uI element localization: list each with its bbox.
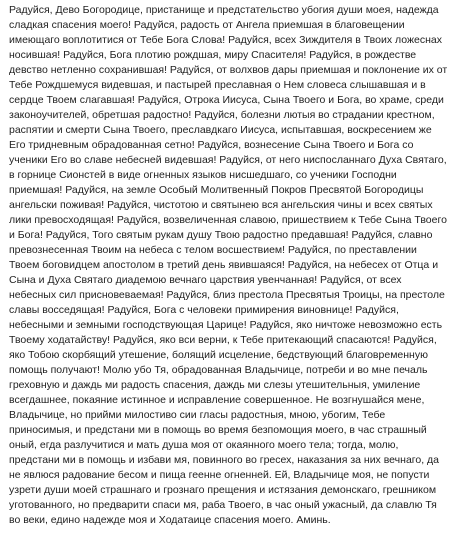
prayer-text: Радуйся, Дево Богородице, пристанище и предстательство убогия души моея, надежда сладкая спасения моего! Радуйся, радость от Ангела приемшая в благовещении имеющаго воплотитися от Тебе Бога Слова! Радуйся, всех Зиждителя в Твоих ложеснах носившая! Радуйся, Бога плотию рождшая, миру Спасителя! Радуйся, в рождестве девство нетленно сохранившая! Радуйся, от волхвов дары приемшая и поклонение их от Тебе Рождшемуся видевшая, и пастырей преславная о Нем словеса слышавшая и в сердце Твоем слагавшая! Радуйся, Отрока Иисуса, Сына Твоего и Бога, во храме, среди законоучителей, обретшая радостно! Радуйся, болезни лютыя во страдании крестном, распятии и смерти Сына Твоего, преславдкаго Иисуса, испытавшая, воскресением же Его тридневным обрадованная сетно! Радуйся, вознесение Сына Твоего и Бога со ученики Его во славе небесней видевшая! Радуйся, от него ниспосланнаго Духа Святаго, в горнице Сионстей в виде огненных языков нисшедшаго, со ученики Господни приемшая! Радуйся, на земле Особый Молитвенный Покров Пресвятой Богородицы ангельски поживая! Радуйся, чистотою и святынею вся ангельския чины и всех святых лики превосходящая! Радуйся, возвеличенная славою, пришествием к Тебе Сына Твоего и Бога! Радуйся, Того святым рукам душу Твою радостно предавшая! Радуйся, славно превознесенная Твоим на небеса с телом восшествием! Радуйся, по преставлении Твоем боговидцем апостолом в третий день явившаяся! Радуйся, на небесех от Отца и Сына и Духа Святаго диадемою вечнаго царствия увенчанная! Радуйся, от всех небесных сил присновеваемая! Радуйся, близ престола Пресвятыя Троицы, на престоле славы восседящая! Радуйся, Бога с человеки примирения виновнице! Радуйся, небесными и земными господствующая Царице! Радуйся, яко ничтоже невозможно есть Твоему ходатайству! Радуйся, яко вси верни, к Тебе притекающий спасаются! Радуйся, яко Тобою скорбящий утешение, болящий исцеление, бедствующий благовременную помощь получают! Молю убо Тя, обрадованная Владычице, потреби и во мне печаль греховную и даждь ми радость спасения, даждь ми слезы утешительныя, умиление всегдашнее, покаяние истинное и исправление совершенное. Не возгнушайся мене, Владычице, но прийми милостиво сии гласы радостныя, мною, убогим, Тебе приносимыя, и предстани ми в помощь во время безпомощия моего, в час страшный оный, егда разлучитися и мать душа моя от окаянного моего тела; тогда, молю, предстани ми в помощь и избави мя, повинного во гресех, наказания за них вечнаго, да не явлюся радование бесом и пища геенне огненней. Ей, Владычице моя, не попусти узрети души моей страшнаго и грознаго прещения и истязания демонскаго, грешником уготованного, но предварити спаси мя, раба Твоего, в час оный ужасный, да славлю Тя во веки, едино надежде моя и Ходатаице спасения моего. Аминь. [9, 4, 448, 526]
